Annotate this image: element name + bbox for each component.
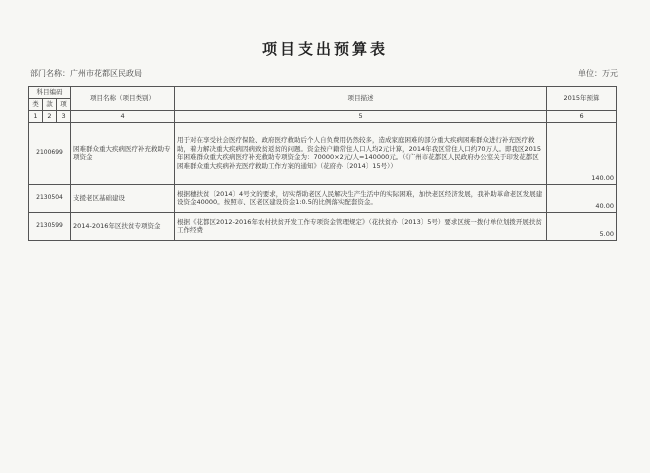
department-label: 部门名称：广州市花都区民政局 <box>30 69 142 78</box>
row-project-name: 2014-2016年区扶贫专项资金 <box>71 212 175 240</box>
row-amount: 140.00 <box>547 122 617 184</box>
header-project-name: 项目名称（项目类别） <box>71 87 175 111</box>
row-code: 2130599 <box>29 212 71 240</box>
index-cell: 6 <box>547 111 617 123</box>
table-row <box>29 122 617 184</box>
index-cell: 3 <box>57 111 71 123</box>
header-kuan: 款 <box>43 99 57 111</box>
budget-table <box>28 86 617 241</box>
row-code: 2130504 <box>29 184 71 212</box>
row-amount: 40.00 <box>547 184 617 212</box>
index-cell: 5 <box>175 111 547 123</box>
table-row <box>29 212 617 240</box>
header-lei: 类 <box>29 99 43 111</box>
row-description: 根据《花都区2012-2016年农村扶贫开发工作专项资金管理规定》（花扶贫办〔2013〕5号）要求区统一拨付单位划拨开展扶贫工作经费 <box>175 212 547 240</box>
row-description: 根据穗扶贫〔2014〕4号文的要求，切实帮助老区人民解决生产生活中的实际困难，加快老区经济发展，我补助革命老区发展建设资金40000。按照市、区老区建设资金1:0.5的比例落实配套资金。 <box>175 184 547 212</box>
row-description: 用于对在享受社会医疗保险、政府医疗救助后个人自负费用仍然较多，造成家庭困难的部分重大疾病困难群众进行补充医疗救助，着力解决重大疾病因病致贫返贫的问题。资金按户籍常住人口人均2元计算，2014年我区常住人口约70万人。即我区2015年困难群众重大疾病医疗补充救助专项资金为：70000×2元/人=140000元。（《广州市花都区人民政府办公室关于印发花都区困难群众重大疾病补充医疗救助工作方案的通知》（花府办〔2014〕15号）） <box>175 122 547 184</box>
index-cell: 2 <box>43 111 57 123</box>
table-row <box>29 184 617 212</box>
header-subject-code: 科目编码 <box>29 87 71 99</box>
page-title: 项目支出预算表 <box>261 40 388 58</box>
row-project-name: 困难群众重大疾病医疗补充救助专项资金 <box>71 122 175 184</box>
index-cell: 1 <box>29 111 43 123</box>
row-amount: 5.00 <box>547 212 617 240</box>
header-budget-2015: 2015年预算 <box>547 87 617 111</box>
row-project-name: 支援老区基础建设 <box>71 184 175 212</box>
index-cell: 4 <box>71 111 175 123</box>
unit-label: 单位：万元 <box>578 69 618 78</box>
header-description: 项目描述 <box>175 87 547 111</box>
row-code: 2100699 <box>29 122 71 184</box>
header-xiang: 项 <box>57 99 71 111</box>
